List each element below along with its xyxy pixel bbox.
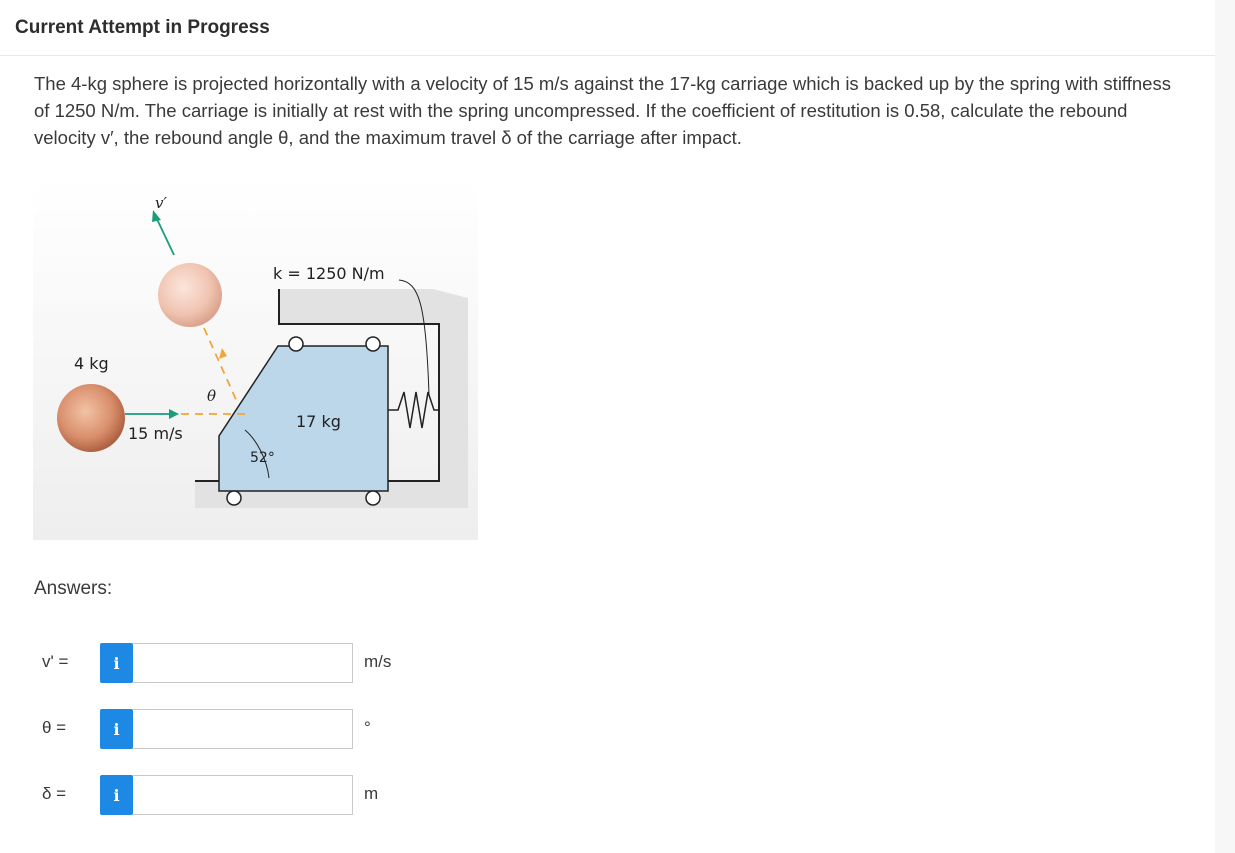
wheel-icon xyxy=(227,491,241,505)
figure-svg xyxy=(33,178,478,540)
wheel-icon xyxy=(366,337,380,351)
theta-label: θ xyxy=(207,387,217,405)
answer-row-theta xyxy=(0,709,500,751)
info-button[interactable]: i xyxy=(100,643,133,683)
v-prime-label: v′ xyxy=(155,194,167,212)
answer-unit-label: ° xyxy=(364,718,371,737)
carriage-mass-label: 17 kg xyxy=(296,412,341,431)
velocity-label: 15 m/s xyxy=(128,424,183,443)
answer-row-v-prime xyxy=(0,643,500,685)
rebound-sphere xyxy=(158,263,222,327)
problem-statement: The 4-kg sphere is projected horizontally with a velocity of 15 m/s against the 17-kg carriage which is backed up by the spring with stiffness of 1250 N/m. The carriage is initially at rest with the spring uncompressed. If the coefficient of restitution is 0.58, calculate the rebound velocity v′, the rebound angle θ, and the maximum travel δ of the carriage after impact. xyxy=(34,73,1171,148)
answer-row-delta xyxy=(0,775,500,817)
incoming-sphere xyxy=(57,384,125,452)
page-title: Current Attempt in Progress xyxy=(15,17,270,38)
scroll-gutter xyxy=(1215,0,1235,853)
sphere-mass-label: 4 kg xyxy=(74,354,109,373)
wheel-icon xyxy=(289,337,303,351)
info-button[interactable]: i xyxy=(100,775,133,815)
answer-variable-label: v' = xyxy=(42,652,69,671)
answers-label: Answers: xyxy=(34,578,113,599)
wheel-icon xyxy=(366,491,380,505)
answer-variable-label: δ = xyxy=(42,784,67,803)
spring-constant-label: k = 1250 N/m xyxy=(273,264,385,283)
answer-input-theta[interactable] xyxy=(133,709,353,749)
answer-variable-label: θ = xyxy=(42,718,67,737)
answer-input-v-prime[interactable] xyxy=(133,643,353,683)
problem-figure xyxy=(33,178,478,540)
angle-label: 52° xyxy=(250,450,275,466)
info-button[interactable]: i xyxy=(100,709,133,749)
answer-input-delta[interactable] xyxy=(133,775,353,815)
header xyxy=(0,0,1215,56)
answer-unit-label: m xyxy=(364,784,379,803)
answer-unit-label: m/s xyxy=(364,652,392,671)
